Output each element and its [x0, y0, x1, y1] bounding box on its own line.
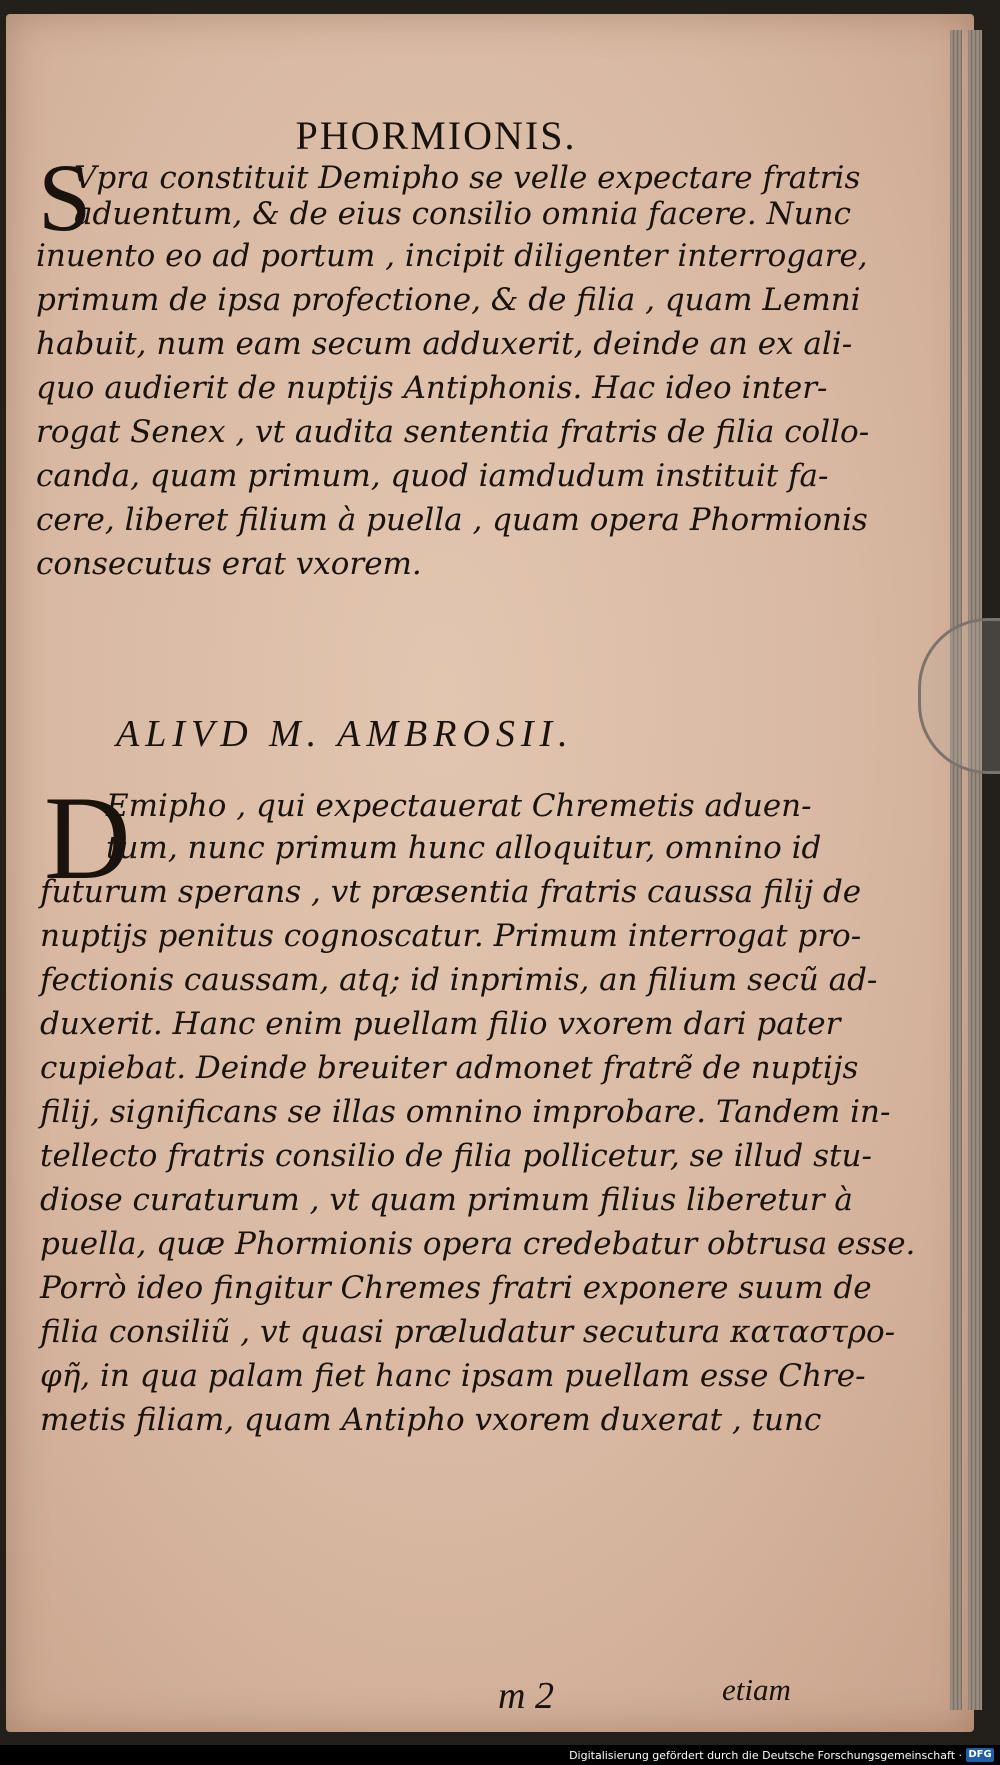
text-line: filia consiliũ , vt quasi præludatur secutura καταστρο- [40, 1314, 896, 1350]
text-line: Porrò ideo fingitur Chremes fratri exponere suum de [40, 1270, 872, 1306]
text-line: nuptijs penitus cognoscatur. Primum interrogat pro- [40, 918, 862, 954]
dfg-logo: DFG [966, 1748, 994, 1762]
text-line: primum de ipsa profectione, & de filia , quam Lemni [36, 282, 861, 318]
section-heading: ALIVD M. AMBROSII. [116, 713, 574, 755]
text-line: filij, significans se illas omnino improbare. Tandem in- [40, 1094, 891, 1130]
text-line: fectionis caussam, atq; id inprimis, an filium secũ ad- [40, 962, 878, 998]
text-line: tum, nunc primum hunc alloquitur, omnino id [106, 830, 822, 866]
text-line: metis filiam, quam Antipho vxorem duxerat , tunc [40, 1402, 822, 1438]
signature-mark: m 2 [498, 1675, 554, 1717]
text-line: puella, quæ Phormionis opera credebatur obtrusa esse. [40, 1226, 916, 1262]
text-line: futurum sperans , vt præsentia fratris caussa filij de [40, 874, 862, 910]
drop-cap-d: D [44, 771, 131, 904]
text-line: habuit, num eam secum adduxerit, deinde an ex ali- [36, 326, 853, 362]
text-line: consecutus erat vxorem. [36, 546, 422, 582]
text-line: diose curaturum , vt quam primum filius liberetur à [40, 1182, 853, 1218]
text-line: Emipho , qui expectauerat Chremetis aduen- [106, 788, 812, 824]
text-line: quo audierit de nuptijs Antiphonis. Hac ideo inter- [36, 370, 828, 406]
text-line: aduentum, & de eius consilio omnia facere. Nunc [74, 196, 851, 232]
text-line: inuento eo ad portum , incipit diligenter interrogare, [36, 238, 868, 274]
drop-cap-s: S [38, 144, 92, 251]
text-line: cupiebat. Deinde breuiter admonet fratrẽ de nuptijs [40, 1050, 859, 1086]
text-line: φῆ, in qua palam fiet hanc ipsam puellam esse Chre- [40, 1358, 866, 1394]
credit-text: Digitalisierung gefördert durch die Deutsche Forschungsgemeinschaft · [569, 1749, 962, 1762]
page-edges [950, 30, 962, 1710]
text-line: rogat Senex , vt audita sententia fratris de filia collo- [36, 414, 870, 450]
page-edges-outer [968, 30, 982, 1710]
text-line: duxerit. Hanc enim puellam filio vxorem dari pater [40, 1006, 841, 1042]
catchword: etiam [722, 1672, 791, 1707]
text-line: cere, liberet filium à puella , quam opera Phormionis [36, 502, 868, 538]
running-head: PHORMIONIS. [295, 113, 577, 158]
text-line: tellecto fratris consilio de filia pollicetur, se illud stu- [40, 1138, 872, 1174]
text-line: Vpra constituit Demipho se velle expectare fratris [74, 160, 861, 196]
text-line: canda, quam primum, quod iamdudum instituit fa- [36, 458, 829, 494]
